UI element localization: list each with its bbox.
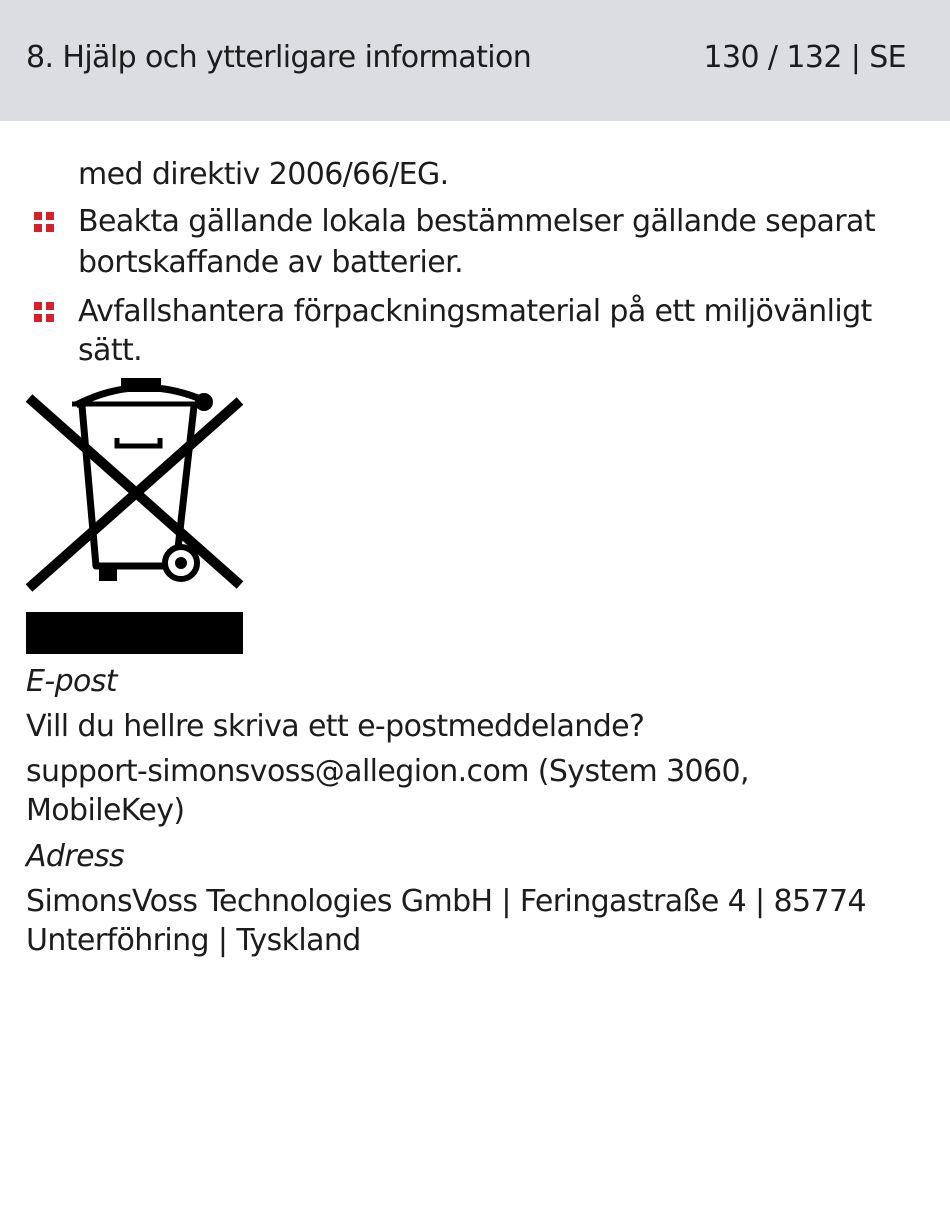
bullet-1-line-2: bortskaffande av batterier.	[78, 245, 464, 280]
section-title: 8. Hjälp och ytterligare information	[26, 40, 532, 75]
page-header	[0, 0, 950, 121]
page-indicator: 130 / 132 | SE	[703, 40, 906, 75]
red-square-bullet-icon	[34, 302, 54, 322]
continued-text: med direktiv 2006/66/EG.	[78, 157, 449, 192]
email-address-line-2: MobileKey)	[26, 793, 185, 828]
email-heading: E-post	[26, 664, 117, 699]
address-line-2: Unterföhring | Tyskland	[26, 923, 361, 958]
email-prompt: Vill du hellre skriva ett e-postmeddelande?	[26, 709, 645, 744]
email-address-line-1[interactable]: support-simonsvoss@allegion.com (System 3060,	[26, 754, 749, 789]
address-line-1: SimonsVoss Technologies GmbH | Feringastraße 4 | 85774	[26, 884, 866, 919]
address-heading: Adress	[26, 839, 125, 874]
bullet-2-line-2: sätt.	[78, 333, 143, 368]
bullet-2-line-1: Avfallshantera förpackningsmaterial på ett miljövänligt	[78, 294, 872, 329]
bullet-1-line-1: Beakta gällande lokala bestämmelser gällande separat	[78, 204, 875, 239]
weee-crossed-out-wheelie-bin-icon	[26, 376, 244, 656]
red-square-bullet-icon	[34, 212, 54, 232]
